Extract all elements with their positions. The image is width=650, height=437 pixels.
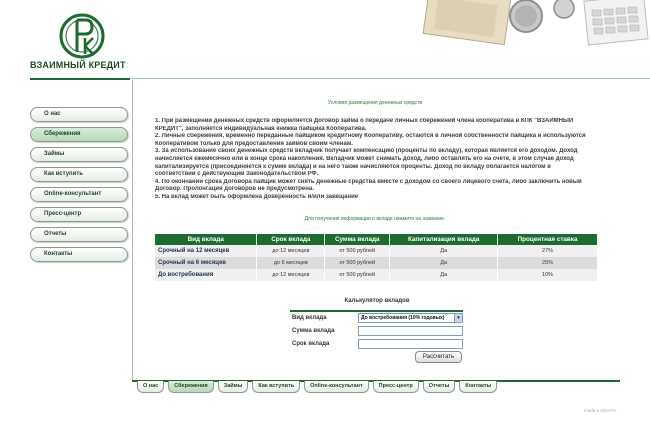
main-content: [155, 100, 595, 202]
deposit-type-label: Вид вклада: [292, 315, 327, 321]
column-header-rate: Процентная ставка: [498, 234, 598, 245]
deposit-term-input[interactable]: [358, 339, 463, 349]
deposit-name-link[interactable]: Срочный на 12 месяцев: [155, 245, 257, 257]
calculator-title: Калькулятор вкладов: [344, 298, 410, 304]
column-header-capitalization: Капитализация вклада: [390, 234, 498, 245]
bottom-nav-savings[interactable]: Сбережения: [168, 381, 214, 393]
table-row: [155, 257, 598, 269]
terms-line: 2. Личные сбережения, временно переданные пайщиком кредитному Кооперативу, остаются в личной собственности пайщика и используются: [155, 133, 586, 140]
bottom-nav: [137, 381, 497, 393]
deposit-amount-label: Сумма вклада: [292, 328, 335, 334]
table-cell: 25%: [498, 257, 598, 269]
bottom-nav-contacts[interactable]: Контакты: [459, 381, 497, 393]
table-header-row: [155, 234, 598, 245]
info-note: Для получения информации о вкладе нажмите на название.: [304, 216, 446, 222]
money-collage-image: [418, 0, 650, 60]
table-row: [155, 245, 598, 257]
sidebar-item-online-consultant[interactable]: Online-консультант: [30, 187, 128, 202]
bottom-nav-reports[interactable]: Отчеты: [423, 381, 456, 393]
terms-line: соответствии с действующим Законодательством РФ.: [155, 171, 319, 178]
sidebar-item-about[interactable]: О нас: [30, 107, 128, 122]
terms-line: КРЕДИТ", заполняется индивидуальная книжка пайщика Кооператива.: [155, 125, 367, 132]
table-cell: 10%: [498, 269, 598, 281]
table-row: [155, 269, 598, 281]
calculate-button[interactable]: Рассчитать: [415, 351, 462, 363]
deposit-type-value: До востребования (10% годовых): [361, 315, 445, 321]
table-cell: до 12 месяцев: [257, 245, 325, 257]
terms-line: 5. На вклад может быть оформлена доверенность и/или завещание: [155, 193, 359, 200]
terms-line: 4. По окончании срока Договора пайщик может снять денежные средства вместе с доходом со своего лицевого счета, либо заключить новый: [155, 178, 582, 185]
brand-logo[interactable]: [52, 12, 112, 62]
terms-line: 3. За использование своих денежных средств вкладчик получает компенсацию (проценты по вкладу), которая является его доходом. Доход: [155, 148, 578, 155]
sidebar-item-press-center[interactable]: Пресс-центр: [30, 207, 128, 222]
table-cell: от 500 рублей: [325, 245, 390, 257]
deposits-table: [155, 234, 598, 281]
terms-text: [155, 118, 595, 202]
column-header-amount: Сумма вклада: [325, 234, 390, 245]
sidebar-item-how-to-join[interactable]: Как вступить: [30, 167, 128, 182]
sidebar-item-contacts[interactable]: Контакты: [30, 247, 128, 262]
table-cell: Да: [390, 257, 498, 269]
deposit-type-select[interactable]: [358, 313, 463, 323]
table-cell: до 6 месяцев: [257, 257, 325, 269]
table-cell: до 12 месяцев: [257, 269, 325, 281]
page-title: Условия размещения денежных средств: [327, 100, 423, 106]
bottom-nav-loans[interactable]: Займы: [218, 381, 249, 393]
table-cell: от 500 рублей: [325, 257, 390, 269]
column-header-term: Срок вклада: [257, 234, 325, 245]
chevron-down-icon[interactable]: ▾: [454, 314, 462, 322]
terms-line: 1. При размещении денежных средств оформляется Договор займа о передаче личных сбережений члена кооператива в КПК "ВЗАИМНЫЙ: [155, 118, 574, 124]
calculator-divider: [290, 310, 463, 312]
bottom-nav-how-to-join[interactable]: Как вступить: [252, 381, 300, 393]
table-cell: 27%: [498, 245, 598, 257]
sidebar-item-loans[interactable]: Займы: [30, 147, 128, 162]
sidebar-divider: [132, 80, 133, 380]
header-divider: [132, 78, 650, 79]
terms-line: Договор. Пролонгация договоров не предусмотрена.: [155, 186, 314, 193]
bottom-nav-about[interactable]: О нас: [137, 381, 164, 393]
table-cell: Да: [390, 245, 498, 257]
bottom-nav-online-consultant[interactable]: Online-консультант: [304, 381, 369, 393]
bottom-nav-press-center[interactable]: Пресс-центр: [373, 381, 419, 393]
deposit-name-link[interactable]: До востребования: [155, 269, 257, 281]
sidebar-item-reports[interactable]: Отчеты: [30, 227, 128, 242]
column-header-type: Вид вклада: [155, 234, 257, 245]
table-cell: от 500 рублей: [325, 269, 390, 281]
table-cell: Да: [390, 269, 498, 281]
footer-credit-link[interactable]: made в ADVITA: [584, 408, 617, 413]
deposit-term-label: Срок вклада: [292, 341, 330, 347]
sidebar-item-savings[interactable]: Сбережения: [30, 127, 128, 142]
brand-name: ВЗАИМНЫЙ КРЕДИТ: [30, 60, 126, 70]
header-divider-accent: [30, 78, 130, 80]
terms-line: начисляется ежемесячно или в конце срока накопления. Вкладчик может снимать доход, либо оставлять его на счете, в этом случае доход: [155, 155, 574, 162]
deposit-name-link[interactable]: Срочный на 6 месяцев: [155, 257, 257, 269]
sidebar-nav: [30, 107, 128, 267]
deposit-amount-input[interactable]: [358, 326, 463, 336]
terms-line: Кооперативом только для предоставления займов своим членам.: [155, 140, 353, 147]
terms-line: капитализируется (присоединяется к сумме вклада) и на него также начисляются проценты. Доход по вкладу облагается налогом в: [155, 163, 551, 170]
